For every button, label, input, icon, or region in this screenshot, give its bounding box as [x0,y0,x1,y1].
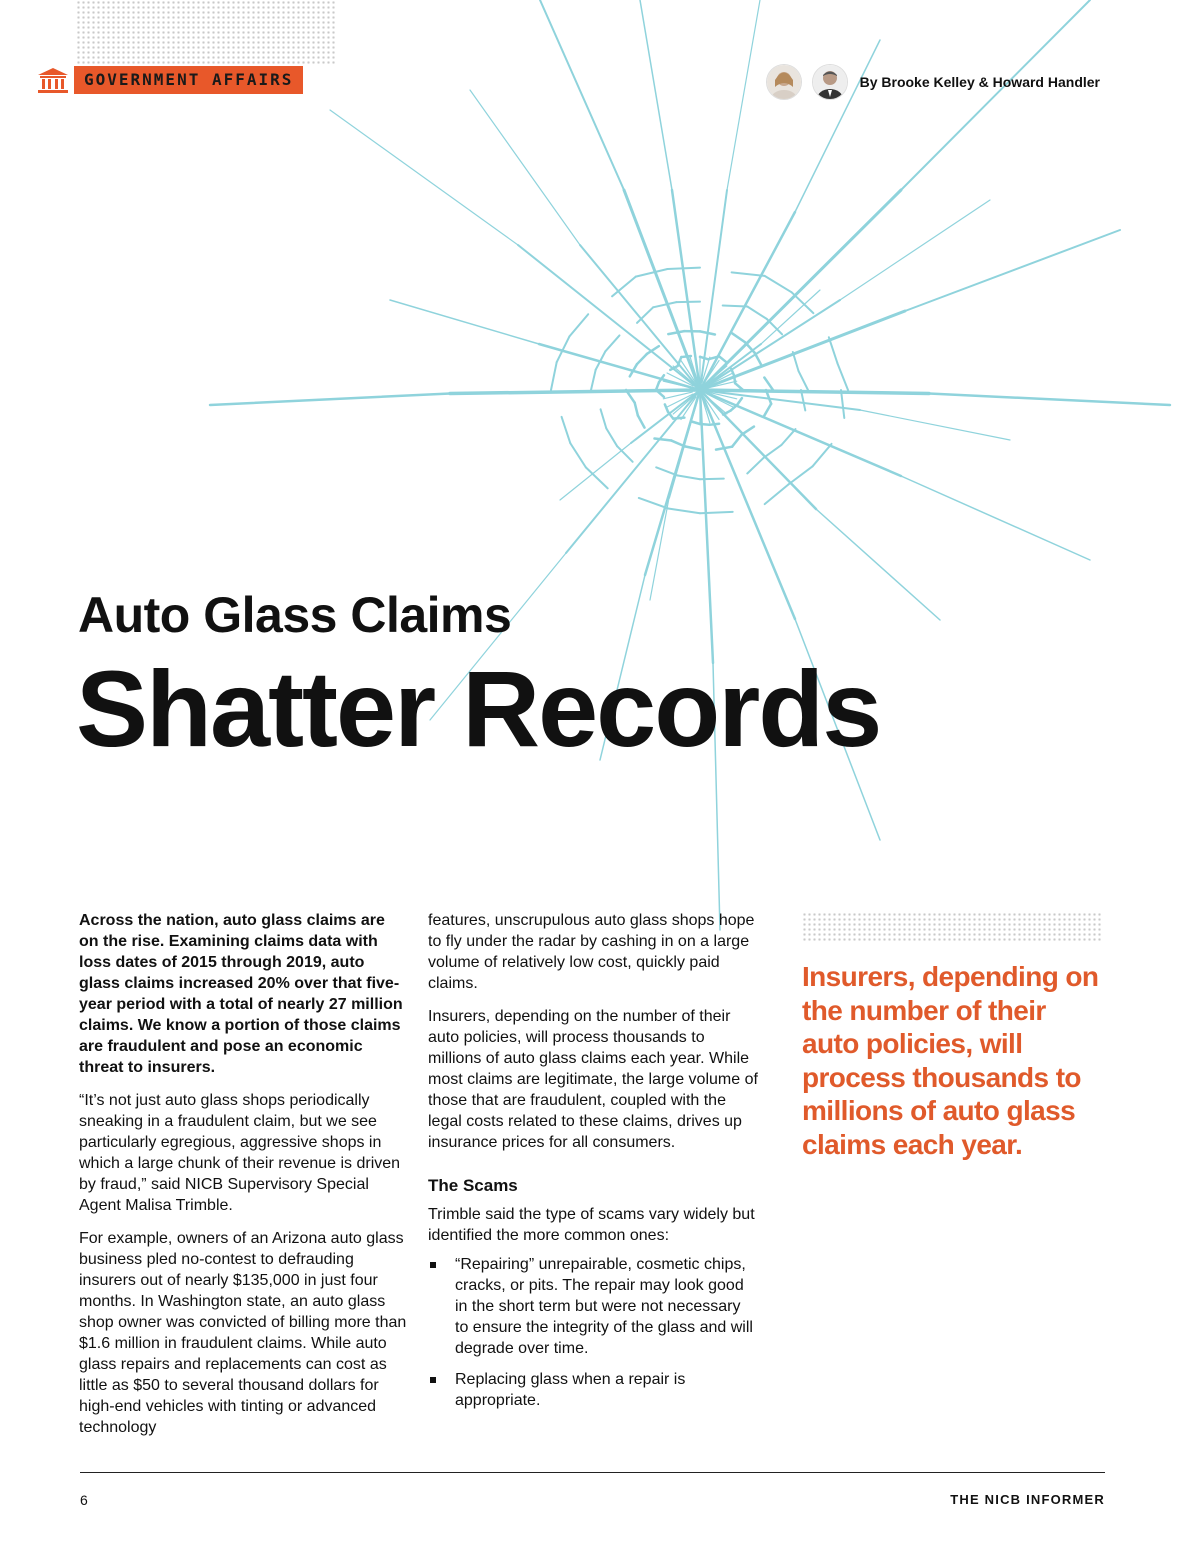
section-subhead: The Scams [428,1176,518,1195]
scams-list [428,1254,758,1411]
list-item [428,1369,758,1411]
title-line-2: Shatter Records [76,648,881,769]
bullet-icon [430,1377,436,1383]
dot-pattern-top [76,0,336,64]
byline [766,64,1100,100]
page-number: 6 [80,1492,88,1508]
list-item-text: “Repairing” unrepairable, cosmetic chips, cracks, or pits. The repair may look good in the short term but were not necessary to ensure the integrity of the glass and will degrade over time. [455,1256,753,1357]
byline-text: By Brooke Kelley & Howard Handler [859,74,1100,90]
article-column-1 [79,910,407,1450]
pull-quote: Insurers, depending on the number of their auto policies, will process thousands to millions of auto glass claims each year. [802,961,1099,1160]
section-tag [36,66,303,94]
author-photo-howard [812,64,848,100]
list-item [428,1254,758,1359]
dot-pattern-sidebar [802,912,1102,942]
body-paragraph: features, unscrupulous auto glass shops hope to fly under the radar by cashing in on a large volume of relatively low cost, quickly paid claims. [428,912,755,992]
list-item-text: Replacing glass when a repair is appropriate. [455,1371,686,1409]
body-paragraph: Trimble said the type of scams vary widely but identified the more common ones: [428,1206,755,1244]
footer-divider [80,1472,1105,1473]
building-columns-icon [36,66,70,94]
body-paragraph: Insurers, depending on the number of their auto policies, will process thousands to millions of auto glass claims each year. While most claims are legitimate, the large volume of those that are fraudulent, coupled with the legal costs related to these claims, drives up insurance prices for all consumers. [428,1008,758,1151]
title-line-1: Auto Glass Claims [78,587,512,643]
bullet-icon [430,1262,436,1268]
body-paragraph: “It’s not just auto glass shops periodically sneaking in a fraudulent claim, but we see particularly egregious, aggressive shops in which a large chunk of their revenue is driven by fraud,” said NICB Supervisory Special Agent Malisa Trimble. [79,1092,401,1214]
author-photo-brooke [766,64,802,100]
lead-paragraph: Across the nation, auto glass claims are on the rise. Examining claims data with loss dates of 2015 through 2019, auto glass claims increased 20% over that five-year period with a total of nearly 27 million claims. We know a portion of those claims are fraudulent and pose an economic threat to insurers. [79,912,403,1076]
publication-name: THE NICB INFORMER [950,1492,1105,1507]
article-column-2 [428,910,758,1421]
section-label: GOVERNMENT AFFAIRS [74,66,303,94]
body-paragraph: For example, owners of an Arizona auto glass business pled no-contest to defrauding insurers out of nearly $135,000 in just four months. In Washington state, an auto glass shop owner was convicted of billing more than $1.6 million in fraudulent claims. While auto glass repairs and replacements can cost as little as $50 to several thousand dollars for high-end vehicles with tinting or advanced technology [79,1230,407,1436]
